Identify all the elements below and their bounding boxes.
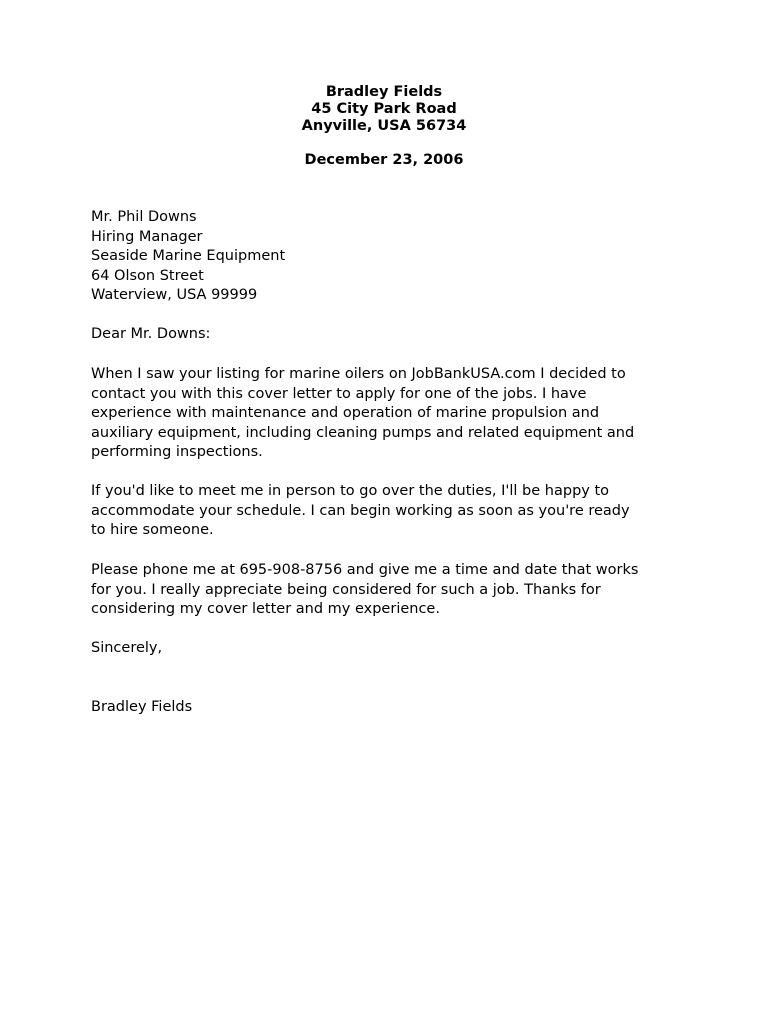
letter-date: December 23, 2006 (304, 152, 464, 168)
sender-address-line: 45 City Park Road (311, 101, 457, 117)
recipient-street: 64 Olson Street (91, 267, 204, 284)
paragraph-line: auxiliary equipment, including cleaning pumps and related equipment and (91, 424, 635, 441)
paragraph-line: for you. I really appreciate being considered for such a job. Thanks for (91, 581, 601, 598)
recipient-block (91, 208, 691, 306)
paragraph-line: experience with maintenance and operation of marine propulsion and (91, 405, 600, 422)
sender-header (0, 84, 768, 169)
recipient-city: Waterview, USA 99999 (91, 287, 258, 304)
paragraph-line: to hire someone. (91, 522, 214, 539)
paragraph-3 (91, 561, 691, 620)
paragraph-1 (91, 365, 691, 463)
signature-name: Bradley Fields (91, 699, 193, 715)
paragraph-line: When I saw your listing for marine oilers on JobBankUSA.com I decided to (91, 366, 626, 382)
paragraph-line: performing inspections. (91, 444, 263, 461)
paragraph-line: Please phone me at 695-908-8756 and give me a time and date that works (91, 562, 639, 578)
sender-city-line: Anyville, USA 56734 (301, 118, 467, 134)
paragraph-2 (91, 482, 691, 541)
paragraph-line: If you'd like to meet me in person to go over the duties, I'll be happy to (91, 483, 610, 499)
paragraph-line: considering my cover letter and my experience. (91, 601, 440, 618)
recipient-company: Seaside Marine Equipment (91, 248, 286, 265)
sender-name: Bradley Fields (325, 84, 443, 100)
recipient-title: Hiring Manager (91, 228, 203, 245)
closing: Sincerely, (91, 640, 163, 656)
recipient-name: Mr. Phil Downs (91, 209, 197, 225)
salutation: Dear Mr. Downs: (91, 326, 211, 342)
paragraph-line: accommodate your schedule. I can begin working as soon as you're ready (91, 502, 630, 519)
paragraph-line: contact you with this cover letter to apply for one of the jobs. I have (91, 385, 587, 402)
